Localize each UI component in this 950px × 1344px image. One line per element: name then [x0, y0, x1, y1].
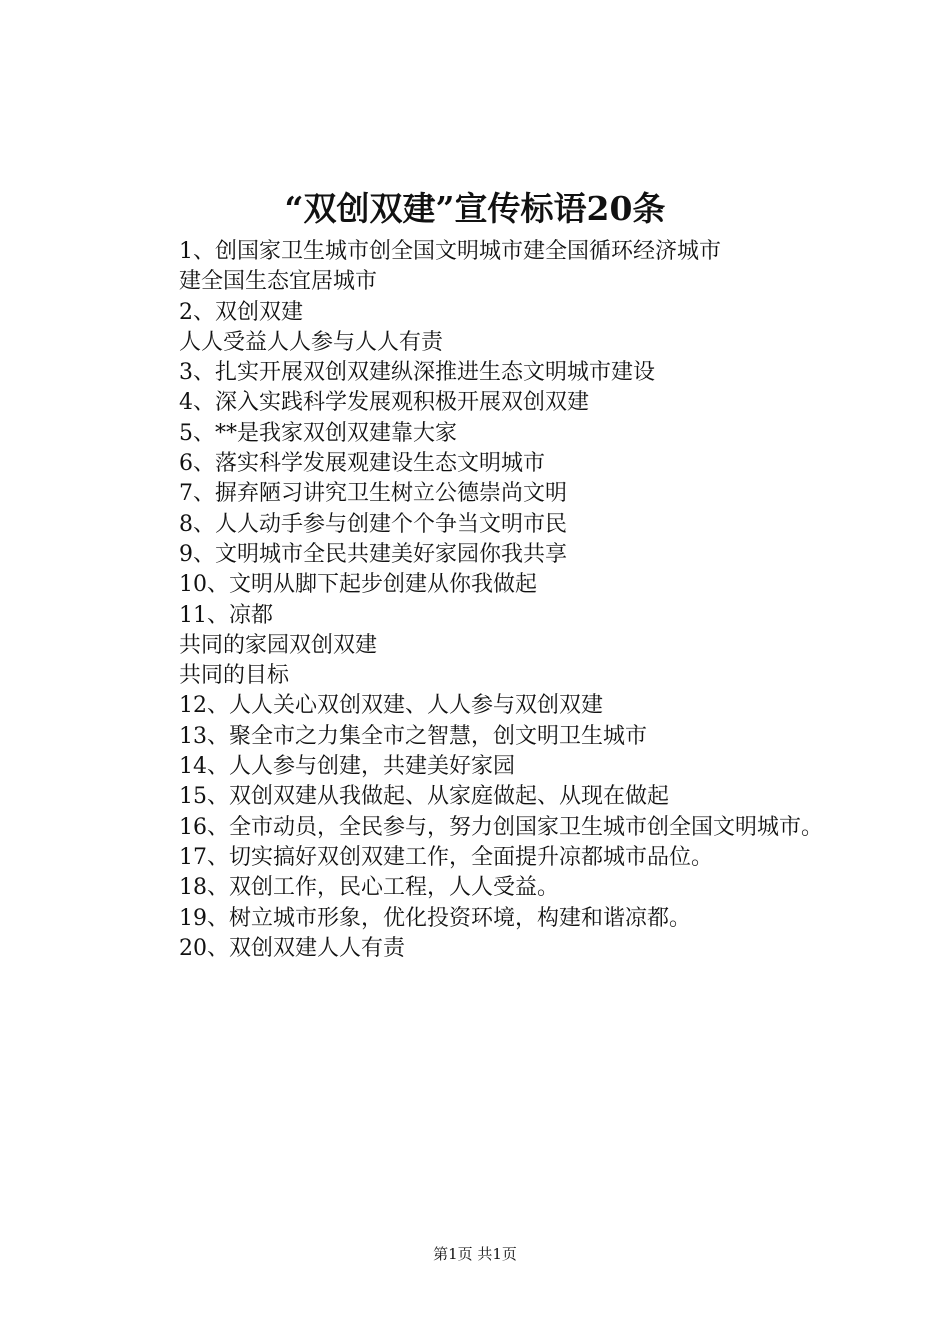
- slogan-line: 共同的家园双创双建: [179, 632, 378, 658]
- page-number-footer: 第1页 共1页: [433, 1245, 517, 1263]
- slogan-line: 13、聚全市之力集全市之智慧，创文明卫生城市: [179, 723, 647, 749]
- slogan-line: 人人受益人人参与人人有责: [179, 329, 444, 355]
- slogan-line: 4、深入实践科学发展观积极开展双创双建: [179, 390, 589, 416]
- slogan-line: 12、人人关心双创双建、人人参与双创双建: [179, 693, 603, 719]
- slogan-line: 8、人人动手参与创建个个争当文明市民: [179, 511, 567, 537]
- slogan-line: 2、双创双建: [179, 299, 303, 325]
- slogan-line: 5、**是我家双创双建靠大家: [179, 420, 457, 446]
- slogan-line: 7、摒弃陋习讲究卫生树立公德崇尚文明: [179, 481, 567, 507]
- slogan-line: 10、文明从脚下起步创建从你我做起: [179, 572, 537, 598]
- slogan-line: 11、凉都: [179, 602, 273, 628]
- slogan-line: 6、落实科学发展观建设生态文明城市: [179, 451, 545, 477]
- slogan-line: 1、创国家卫生城市创全国文明城市建全国循环经济城市: [179, 239, 721, 264]
- slogan-line: 20、双创双建人人有责: [179, 935, 405, 961]
- slogan-line: 3、扎实开展双创双建纵深推进生态文明城市建设: [179, 360, 655, 386]
- slogan-line: 9、文明城市全民共建美好家园你我共享: [179, 541, 567, 567]
- slogan-list: [130, 237, 840, 964]
- slogan-line: 建全国生态宜居城市: [179, 269, 378, 295]
- slogan-line: 15、双创双建从我做起、从家庭做起、从现在做起: [179, 784, 669, 810]
- document-title: “双创双建”宣传标语20条: [284, 189, 666, 228]
- slogan-line: 17、切实搞好双创双建工作，全面提升凉都城市品位。: [179, 844, 713, 870]
- slogan-line: 18、双创工作，民心工程，人人受益。: [179, 875, 559, 901]
- slogan-line: 19、树立城市形象，优化投资环境，构建和谐凉都。: [179, 905, 691, 931]
- slogan-line: 14、人人参与创建，共建美好家园: [179, 754, 515, 780]
- slogan-line: 共同的目标: [179, 663, 290, 689]
- slogan-line: 16、全市动员，全民参与，努力创国家卫生城市创全国文明城市。: [179, 814, 823, 840]
